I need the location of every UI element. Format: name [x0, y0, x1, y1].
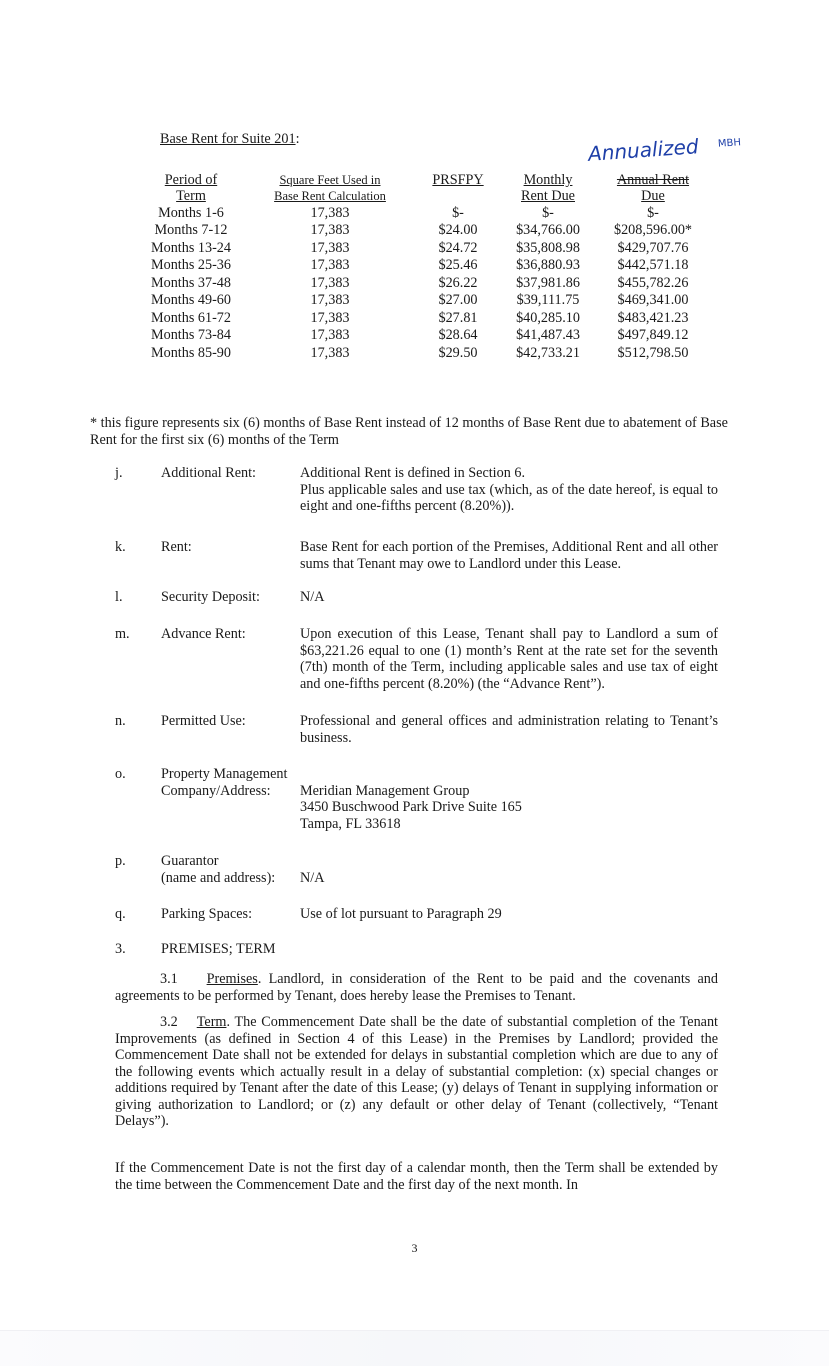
cell-period: Months 49-60: [150, 292, 231, 308]
cell-period: Months 85-90: [150, 344, 231, 361]
cell-monthly: $42,733.21: [516, 344, 580, 361]
cell-period: Months 7-12: [154, 222, 228, 238]
cell-monthly: $37,981.86: [516, 274, 580, 291]
header-sqft: Square Feet Used in Base Rent Calculation: [274, 173, 386, 203]
cell-monthly: $35,808.98: [516, 239, 580, 256]
cell-period: Months 1-6: [158, 204, 224, 221]
cell-monthly: $41,487.43: [516, 327, 580, 343]
table-row: [140, 239, 708, 257]
item-key: Guarantor (name and address):: [161, 853, 276, 886]
section-number: 3.: [115, 941, 126, 957]
header-prsfpy: PRSFPY: [432, 172, 484, 188]
item-key: Property Management Company/Address:: [161, 766, 288, 799]
item-value: Meridian Management Group 3450 Buschwood Park Drive Suite 165 Tampa, FL 33618: [300, 782, 522, 832]
cell-annual: $208,596.00*: [613, 222, 693, 238]
handwritten-initials: MBH: [717, 137, 742, 150]
item-value: Additional Rent is defined in Section 6. Plus applicable sales and use tax (which, as of the date hereof, is equal to eight and one-fifths percent (8.20%)).: [300, 465, 718, 514]
cell-annual: $-: [647, 204, 659, 221]
table-row: [140, 257, 708, 275]
table-row: [140, 344, 708, 362]
cell-annual: $429,707.76: [617, 239, 689, 256]
item-value: Professional and general offices and administration relating to Tenant’s business.: [300, 713, 718, 746]
item-key: Parking Spaces:: [161, 906, 253, 922]
table-row: [140, 204, 708, 222]
cell-period: Months 25-36: [150, 257, 231, 273]
cell-monthly: $40,285.10: [516, 309, 580, 326]
cell-sqft: 17,383: [310, 204, 350, 221]
title-colon: :: [295, 131, 300, 147]
cell-monthly: $-: [542, 204, 554, 221]
cell-annual: $483,421.23: [617, 309, 689, 326]
cell-period: Months 13-24: [150, 239, 231, 256]
cell-sqft: 17,383: [310, 344, 350, 361]
item-letter: j.: [115, 465, 123, 481]
cell-annual: $497,849.12: [617, 327, 689, 343]
header-period: Period of Term: [164, 172, 218, 204]
cell-prsfpy: $24.72: [438, 239, 478, 256]
handwritten-annotation: Annualized: [587, 134, 700, 166]
table-header-row: [140, 172, 708, 204]
cell-prsfpy: $28.64: [438, 327, 478, 343]
item-key: Permitted Use:: [161, 713, 246, 729]
item-value: Use of lot pursuant to Paragraph 29: [300, 906, 502, 922]
cell-annual: $442,571.18: [617, 257, 689, 273]
item-value: Base Rent for each portion of the Premises, Additional Rent and all other sums that Tenant may owe to Landlord under this Lease.: [300, 539, 718, 572]
commencement-paragraph: If the Commencement Date is not the first day of a calendar month, then the Term shall be extended by the time between the Commencement Date and the first day of the next month. In: [115, 1160, 718, 1193]
table-row: [140, 309, 708, 327]
cell-sqft: 17,383: [310, 274, 350, 291]
table-row: [140, 222, 708, 240]
scan-border: [0, 1330, 829, 1366]
item-key: Advance Rent:: [161, 626, 246, 642]
cell-sqft: 17,383: [310, 292, 350, 308]
page-number: 3: [411, 1241, 418, 1255]
item-letter: k.: [115, 539, 126, 555]
cell-prsfpy: $26.22: [438, 274, 478, 291]
item-key: Security Deposit:: [161, 589, 260, 605]
item-value: Upon execution of this Lease, Tenant shall pay to Landlord a sum of $63,221.26 equal to one (1) month’s Rent at the rate set for the seventh (7th) month of the Term, including applicable sales and use tax of eight and one-fifths percent (8.20%) (the “Advance Rent”).: [300, 626, 718, 692]
cell-prsfpy: $27.00: [438, 292, 478, 308]
header-annual: Annual Rent Due: [616, 172, 690, 204]
item-value: N/A: [300, 589, 325, 605]
item-key: Rent:: [161, 539, 192, 555]
table-row: [140, 327, 708, 345]
cell-monthly: $36,880.93: [516, 257, 580, 273]
item-letter: l.: [115, 589, 123, 605]
cell-sqft: 17,383: [310, 327, 350, 343]
cell-prsfpy: $-: [452, 204, 464, 221]
section-title: PREMISES; TERM: [161, 941, 276, 957]
footnote: * this figure represents six (6) months of Base Rent instead of 12 months of Base Rent due to abatement of Base Rent for the first six (6) months of the Term: [90, 415, 728, 448]
cell-sqft: 17,383: [310, 222, 350, 238]
cell-annual: $512,798.50: [617, 344, 689, 361]
table-row: [140, 292, 708, 310]
item-letter: n.: [115, 713, 126, 729]
cell-sqft: 17,383: [310, 257, 350, 273]
cell-monthly: $39,111.75: [516, 292, 580, 308]
item-value: N/A: [300, 869, 325, 886]
cell-prsfpy: $29.50: [438, 344, 478, 361]
item-letter: p.: [115, 853, 126, 869]
header-monthly: Monthly Rent Due: [521, 172, 575, 204]
table-row: [140, 274, 708, 292]
item-letter: o.: [115, 766, 126, 782]
section-3-1: 3.1 Premises. Landlord, in consideration of the Rent to be paid and the covenants and agreements to be performed by Tenant, does hereby lease the Premises to Tenant.: [115, 971, 718, 1004]
item-letter: m.: [115, 626, 130, 642]
table-title-text: Base Rent for Suite 201: [160, 131, 296, 147]
section-3-heading: [115, 941, 276, 958]
cell-monthly: $34,766.00: [516, 222, 580, 238]
cell-annual: $455,782.26: [617, 274, 689, 291]
table-title: [160, 131, 300, 148]
cell-sqft: 17,383: [310, 239, 350, 256]
item-letter: q.: [115, 906, 126, 922]
cell-period: Months 37-48: [150, 274, 231, 291]
base-rent-table: [140, 172, 708, 362]
cell-prsfpy: $25.46: [438, 257, 478, 273]
cell-period: Months 61-72: [150, 309, 231, 326]
item-key: Additional Rent:: [161, 465, 256, 481]
cell-annual: $469,341.00: [617, 292, 689, 308]
cell-period: Months 73-84: [150, 327, 231, 343]
cell-prsfpy: $27.81: [438, 309, 478, 326]
section-3-2: 3.2 Term. The Commencement Date shall be the date of substantial completion of the Tenant Improvements (as defined in Section 4 of this Lease) in the Premises by Landlord; provided the Commencement Date shall not be extended for delays in substantial completion which are due to any of the following events which actually result in a delay of substantial completion: (x) special changes or additions required by Tenant after the date of this Lease; (y) delays of Tenant in supplying information or giving authorization to Landlord; or (z) any default or other delay of Tenant (collectively, “Tenant Delays”).: [115, 1014, 719, 1129]
cell-prsfpy: $24.00: [438, 222, 478, 238]
cell-sqft: 17,383: [310, 309, 350, 326]
